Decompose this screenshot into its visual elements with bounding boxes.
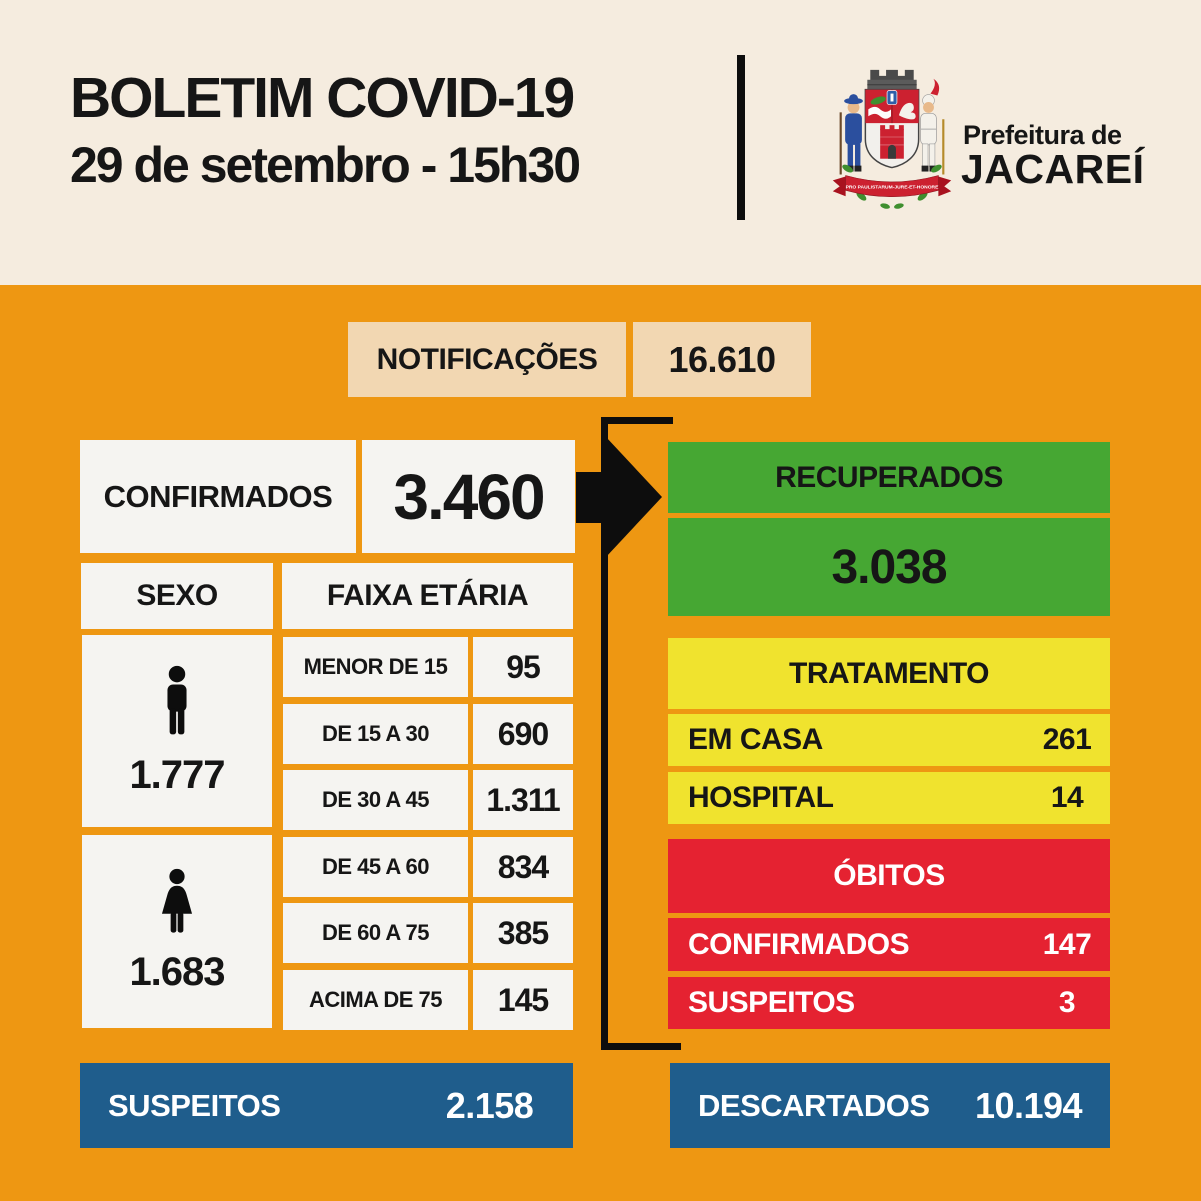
recovered-header: RECUPERADOS	[668, 442, 1110, 513]
notifications-label: NOTIFICAÇÕES	[348, 322, 626, 397]
age-row-value: 95	[473, 637, 573, 697]
age-row-value: 385	[473, 903, 573, 963]
treatment-header: TRATAMENTO	[668, 638, 1110, 709]
female-person-icon	[151, 868, 203, 940]
treatment-row-label: EM CASA	[668, 714, 1038, 766]
age-header: FAIXA ETÁRIA	[282, 563, 573, 629]
age-row-value: 690	[473, 704, 573, 764]
notifications-value: 16.610	[633, 322, 811, 397]
right-arrow-head-icon	[606, 437, 662, 557]
org-name-big: JACAREÍ	[961, 146, 1145, 192]
page-title: BOLETIM COVID-19	[70, 66, 574, 130]
sex-header: SEXO	[81, 563, 273, 629]
page-subtitle: 29 de setembro - 15h30	[70, 137, 580, 193]
suspected-value: 2.158	[406, 1063, 573, 1148]
age-row-value: 1.311	[473, 770, 573, 830]
deaths-header: ÓBITOS	[668, 839, 1110, 913]
male-count: 1.777	[129, 752, 225, 797]
age-row-label: DE 15 A 30	[283, 704, 468, 764]
treatment-row-label: HOSPITAL	[668, 772, 1038, 824]
age-row-label: MENOR DE 15	[283, 637, 468, 697]
age-row-value: 145	[473, 970, 573, 1030]
discarded-label: DESCARTADOS	[670, 1063, 965, 1148]
male-person-icon	[151, 665, 203, 743]
treatment-row-value: 261	[1024, 714, 1110, 766]
age-row-label: DE 60 A 75	[283, 903, 468, 963]
deaths-row-label: SUSPEITOS	[668, 977, 1038, 1029]
confirmed-label: CONFIRMADOS	[80, 440, 356, 553]
treatment-row-value: 14	[1024, 772, 1110, 824]
recovered-value: 3.038	[668, 518, 1110, 616]
age-row-value: 834	[473, 837, 573, 897]
bracket-bottom-arm	[601, 1043, 681, 1050]
age-row-label: DE 30 A 45	[283, 770, 468, 830]
deaths-row-value: 3	[1024, 977, 1110, 1029]
header-band	[0, 0, 1201, 285]
deaths-row-label: CONFIRMADOS	[668, 918, 1038, 971]
confirmed-value: 3.460	[362, 440, 575, 553]
discarded-value: 10.194	[947, 1063, 1110, 1148]
female-count: 1.683	[129, 950, 225, 994]
jacarei-coat-of-arms-icon	[818, 56, 966, 218]
sex-male-cell	[82, 635, 272, 827]
age-row-label: DE 45 A 60	[283, 837, 468, 897]
sex-female-cell	[82, 835, 272, 1028]
org-name-small: Prefeitura de	[963, 120, 1122, 150]
suspected-label: SUSPEITOS	[80, 1063, 426, 1148]
deaths-row-value: 147	[1024, 918, 1110, 971]
header-divider	[737, 55, 745, 220]
crest-motto: PRO PAULISTARUM-JURE-ET-HONORE	[845, 185, 939, 191]
bracket-top-arm	[601, 417, 673, 424]
age-row-label: ACIMA DE 75	[283, 970, 468, 1030]
